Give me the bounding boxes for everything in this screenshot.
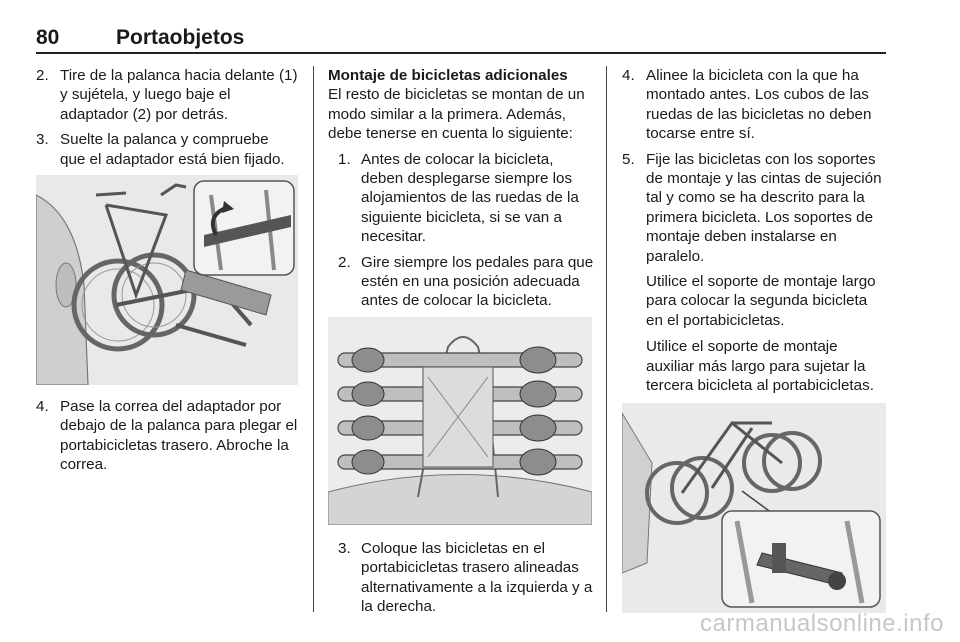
- note-paragraph: Utilice el soporte de montaje largo para colocar la segunda bicicleta en el portabicicletas.: [646, 273, 876, 329]
- list-item: 5. Fije las bicicletas con los soportes de montaje y las cintas de sujeción tal y como se ha descrito para la primera bicicleta. Los soportes de montaje deben instalarse en paralelo.: [622, 150, 882, 265]
- list-item: 1. Antes de colocar la bicicleta, deben desplegarse siempre los alojamientos de las ruedas de la siguiente bicicleta, si se van a necesitar.: [338, 150, 579, 246]
- section-heading: Montaje de bicicletas adicionales: [328, 67, 568, 84]
- page-title: Portaobjetos: [116, 26, 245, 49]
- steps-list-after: [328, 539, 596, 617]
- rack-top-view-illustration: [328, 317, 592, 525]
- page-number: 80: [36, 26, 60, 49]
- three-bikes-illustration: [622, 403, 886, 613]
- column-middle: [328, 66, 596, 623]
- column-right: [622, 66, 888, 613]
- header-rule: [36, 52, 886, 54]
- column-divider-2: [606, 66, 607, 612]
- list-item: 2. Tire de la palanca hacia delante (1) y sujétela, y luego baje el adaptador (2) por detrás.: [36, 67, 298, 123]
- watermark: carmanualsonline.info: [700, 610, 944, 637]
- list-item: 4. Alinee la bicicleta con la que ha montado antes. Los cubos de las ruedas de las bicicletas no deben tocarse entre sí.: [622, 67, 872, 143]
- list-item: 4. Pase la correa del adaptador por debajo de la palanca para plegar el portabicicletas trasero. Abroche la correa.: [36, 398, 298, 474]
- note-paragraph: Utilice el soporte de montaje auxiliar más largo para sujetar la tercera bicicleta al portabicicletas.: [646, 338, 874, 395]
- column-divider-1: [313, 66, 314, 612]
- list-item: 3. Suelte la palanca y compruebe que el adaptador está bien fijado.: [36, 131, 285, 168]
- figure-rack-top-view: [328, 317, 592, 525]
- page-header: [36, 24, 886, 54]
- bike-rack-lever-illustration: [36, 175, 298, 385]
- list-item: 2. Gire siempre los pedales para que estén en una posición adecuada antes de colocar la bicicleta.: [338, 253, 594, 310]
- steps-list: [622, 66, 888, 266]
- figure-three-bikes: [622, 403, 886, 613]
- list-item: 3. Coloque las bicicletas en el portabicicletas trasero alineadas alternativamente a la izquierda y a la derecha.: [338, 539, 593, 616]
- steps-list: [36, 66, 298, 169]
- column-left: [36, 66, 298, 481]
- steps-list: [328, 150, 596, 311]
- steps-list-after: [36, 397, 298, 475]
- intro-paragraph: El resto de bicicletas se montan de un modo similar a la primera. Además, debe tenerse en cuenta lo siguiente:: [328, 86, 585, 143]
- figure-bike-rack-lever: [36, 175, 298, 385]
